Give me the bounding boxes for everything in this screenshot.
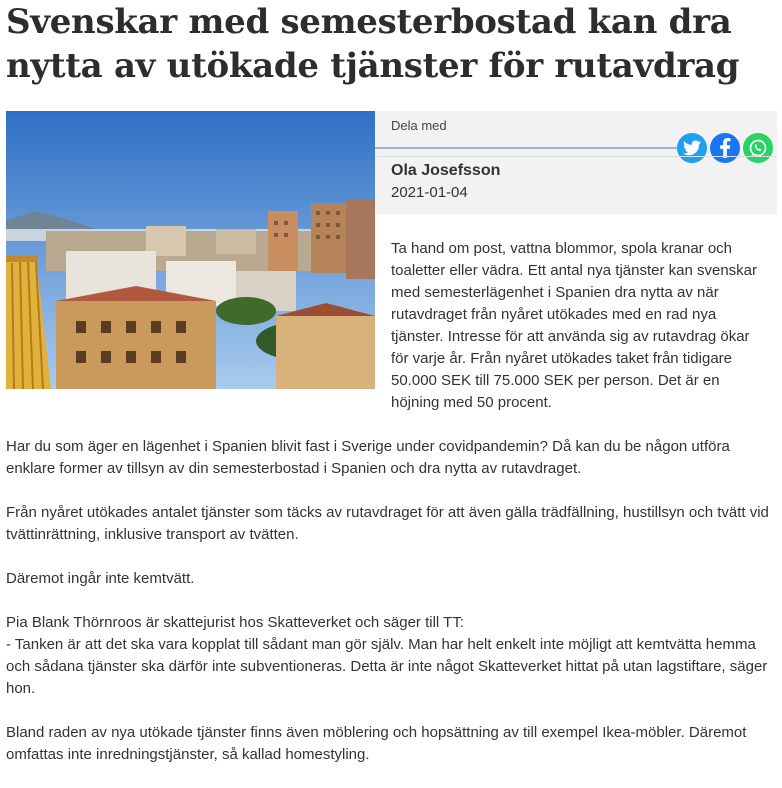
whatsapp-share-button[interactable] — [743, 133, 773, 163]
twitter-icon — [683, 140, 701, 156]
body-paragraph: Bland raden av nya utökade tjänster finns även möblering och hopsättning av till exempel Ikea-möbler. Däremot omfattas inte inredningstjänster, så kallad homestyling. — [6, 724, 747, 763]
share-label: Dela med — [391, 118, 447, 133]
twitter-share-button[interactable] — [677, 133, 707, 163]
hero-image — [6, 111, 375, 389]
share-author-panel — [375, 111, 777, 214]
panel-divider — [375, 156, 777, 157]
body-paragraph: Däremot ingår inte kemtvätt. — [6, 570, 195, 587]
article-body — [6, 436, 778, 788]
whatsapp-icon — [748, 138, 768, 158]
author-name: Ola Josefsson — [391, 162, 501, 179]
body-paragraph: Från nyåret utökades antalet tjänster som täcks av rutavdraget för att även gälla trädfällning, hustillsyn och tvätt vid tvättinrättning, inklusive transport av tvätten. — [6, 504, 769, 543]
body-paragraph: Har du som äger en lägenhet i Spanien blivit fast i Sverige under covidpandemin? Då kan du be någon utföra enklare former av tillsyn av din semesterbostad i Spanien och dra nytta av rutavdraget. — [6, 438, 730, 477]
share-buttons — [677, 133, 773, 163]
facebook-icon — [719, 138, 731, 158]
article-lead: Ta hand om post, vattna blommor, spola kranar och toaletter eller vädra. Ett antal nya tjänster kan svenskar med semesterlägenhet i Spanien dra nytta av när rutavdraget från nyåret utökades med en rad nya tjänster. Intresse för att använda sig av rutavdrag ökar för varje år. Från nyåret utökades taket från tidigare 50.000 SEK till 75.000 SEK per person. Det är en höjning med 50 procent. — [391, 240, 758, 411]
article-headline: Svenskar med semesterbostad kan dra nytta av utökade tjänster för rutavdrag — [6, 2, 740, 86]
facebook-share-button[interactable] — [710, 133, 740, 163]
body-paragraph: Pia Blank Thörnroos är skattejurist hos Skatteverket och säger till TT: - Tanken är att det ska vara kopplat till sådant man gör själv. Man har helt enkelt inte möjligt att kemtvätta hemma och sådana tjänster ska därför inte subventioneras. Detta är inte något Skatteverket hittat på utan lagstiftare, säger hon. — [6, 614, 768, 697]
publish-date: 2021-01-04 — [391, 184, 468, 201]
share-divider — [375, 147, 685, 149]
